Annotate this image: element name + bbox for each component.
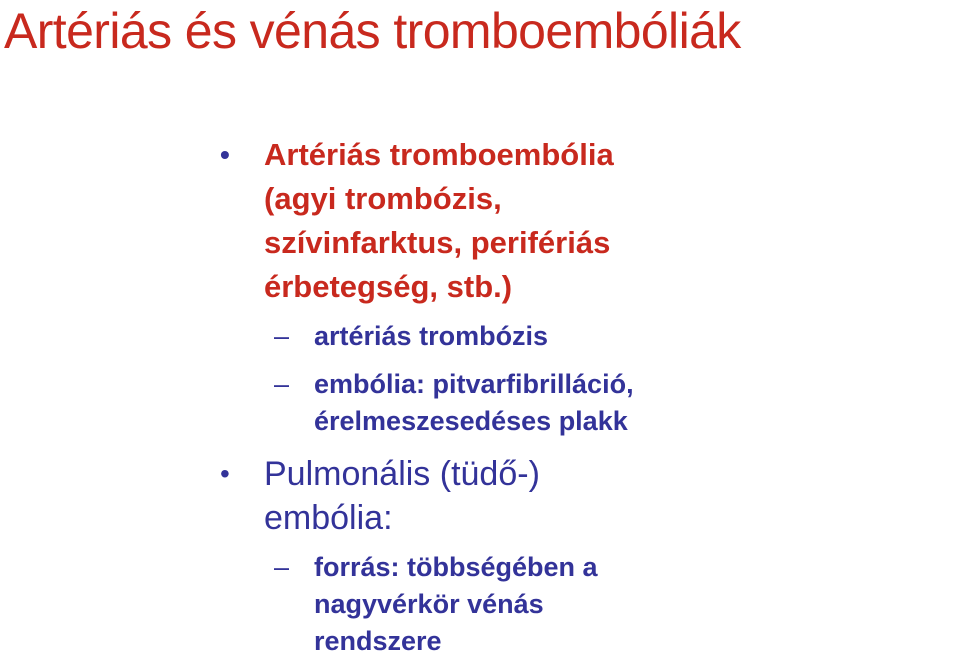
dash-marker: –	[274, 552, 290, 582]
dash-marker: –	[274, 369, 290, 399]
bullet-marker: •	[220, 458, 230, 489]
subitem-line: nagyvérkör vénás	[314, 589, 544, 619]
bullet-line: embólia:	[264, 499, 393, 537]
dash-marker: –	[274, 321, 290, 351]
bullet-line: (agyi trombózis,	[264, 181, 502, 216]
bullet-line: érbetegség, stb.)	[264, 269, 513, 304]
bullet-line: Pulmonális (tüdő-)	[264, 455, 540, 493]
bullet-arterial-thromboembolism	[220, 133, 614, 309]
bullet-line: szívinfarktus, perifériás	[264, 225, 611, 260]
bullet-line: Artériás tromboembólia	[264, 137, 614, 172]
subitem-source	[274, 549, 598, 656]
subitem-line: rendszere	[314, 626, 442, 656]
subitem-embolism	[274, 366, 634, 440]
subitem-line: érelmeszesedéses plakk	[314, 406, 628, 436]
subitem-line: artériás trombózis	[314, 321, 549, 351]
bullet-pulmonary-embolism	[220, 452, 540, 540]
subitem-line: embólia: pitvarfibrilláció,	[314, 369, 634, 399]
slide-title: Artériás és vénás tromboembóliák	[4, 3, 741, 59]
subitem-arterial-thrombosis	[274, 318, 549, 355]
subitem-line: forrás: többségében a	[314, 552, 598, 582]
bullet-marker: •	[220, 139, 230, 170]
